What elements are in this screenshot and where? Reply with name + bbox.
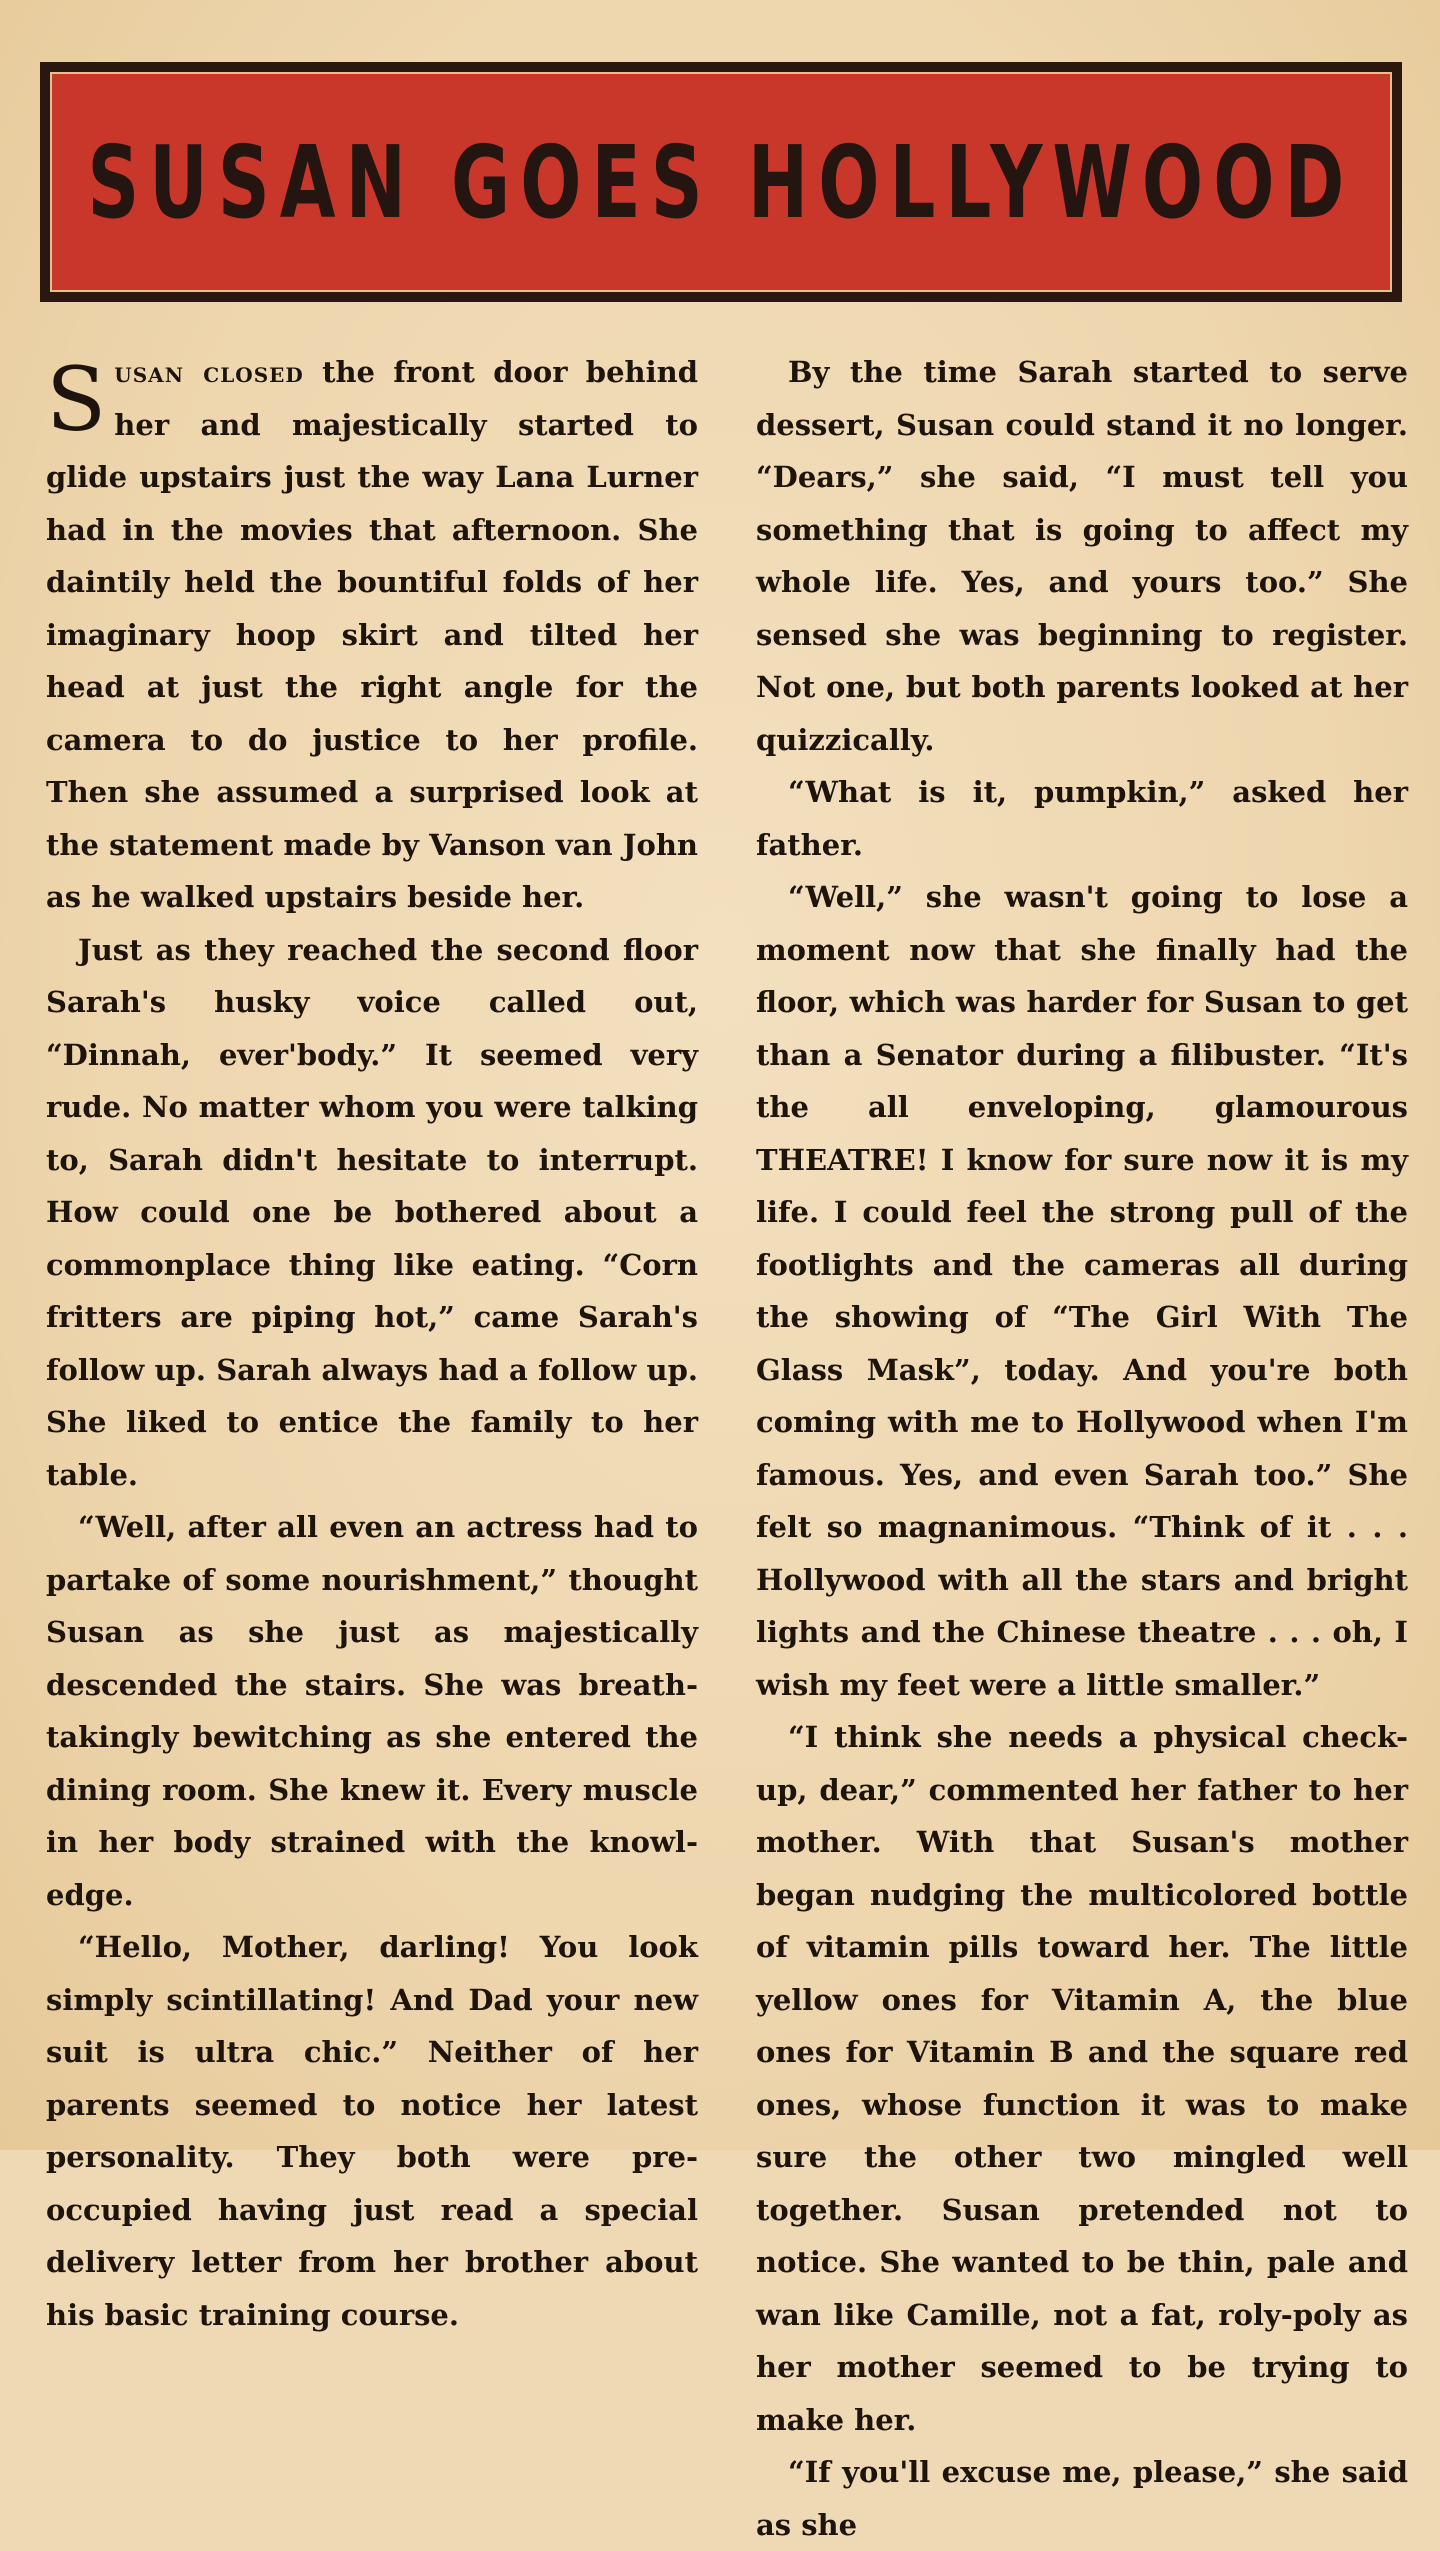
paragraph: “Hello, Mother, darling! You look simply scintillating! And Dad your new suit is ultra chic.” Neither of her parents seemed to notice her latest personality. They both were preoccupied having just read a special delivery letter from her brother about his basic training course. bbox=[46, 1930, 698, 2332]
drop-cap: S bbox=[46, 348, 107, 451]
right-column bbox=[756, 346, 1408, 2551]
paragraph: By the time Sarah started to serve dessert, Susan could stand it no longer. “Dears,” she said, “I must tell you something that is going to affect my whole life. Yes, and yours too.” She sensed she was beginning to register. Not one, but both parents looked at her quizzically. bbox=[756, 355, 1408, 757]
story-title: SUSAN GOES HOLLYWOOD bbox=[87, 123, 1355, 241]
title-banner-inner bbox=[50, 72, 1392, 292]
lead-in: usan closed bbox=[114, 355, 304, 389]
paragraph: “If you'll excuse me, please,” she said as she bbox=[756, 2455, 1408, 2542]
paragraph: Just as they reached the second floor Sarah's husky voice called out, “Dinnah, ever'body.” It seemed very rude. No matter whom you were talking to, Sarah didn't hesitate to interrupt. How could one be bothered about a commonplace thing like eating. “Corn fritters are piping hot,” came Sarah's follow up. Sarah always had a follow up. She liked to entice the family to her table. bbox=[46, 932, 698, 1492]
paragraph: “What is it, pumpkin,” asked her father. bbox=[756, 775, 1408, 862]
paragraph bbox=[46, 346, 698, 924]
paragraph: “Well,” she wasn't going to lose a moment now that she finally had the floor, which was harder for Susan to get than a Senator during a filibuster. “It's the all enveloping, glamourous THEATRE! I know for sure now it is my life. I could feel the strong pull of the footlights and the cameras all during the showing of “The Girl With The Glass Mask”, today. And you're both coming with me to Hollywood when I'm famous. Yes, and even Sarah too.” She felt so magnanimous. “Think of it . . . Hollywood with all the stars and bright lights and the Chinese theatre . . . oh, I wish my feet were a little smaller.” bbox=[756, 880, 1408, 1702]
left-column bbox=[46, 346, 698, 2341]
paragraph: “I think she needs a physical check-up, dear,” commented her father to her mother. With that Susan's mother began nudging the multicolored bottle of vitamin pills toward her. The little yellow ones for Vitamin A, the blue ones for Vitamin B and the square red ones, whose function it was to make sure the other two mingled well together. Susan pretended not to notice. She wanted to be thin, pale and wan like Camille, not a fat, roly-poly as her mother seemed to be trying to make her. bbox=[756, 1720, 1408, 2437]
title-banner bbox=[40, 62, 1402, 302]
paragraph-text: the front door behind her and majestically started to glide upstairs just the way Lana Lurner had in the movies that afternoon. She daintily held the bountiful folds of her imaginary hoop skirt and tilted her head at just the right angle for the camera to do justice to her profile. Then she assumed a surprised look at the statement made by Vanson van John as he walked upstairs beside her. bbox=[46, 355, 698, 914]
paragraph: “Well, after all even an actress had to partake of some nourishment,” thought Susan as she just as majestically descended the stairs. She was breath-takingly bewitching as she entered the dining room. She knew it. Every muscle in her body strained with the knowledge. bbox=[46, 1510, 698, 1912]
